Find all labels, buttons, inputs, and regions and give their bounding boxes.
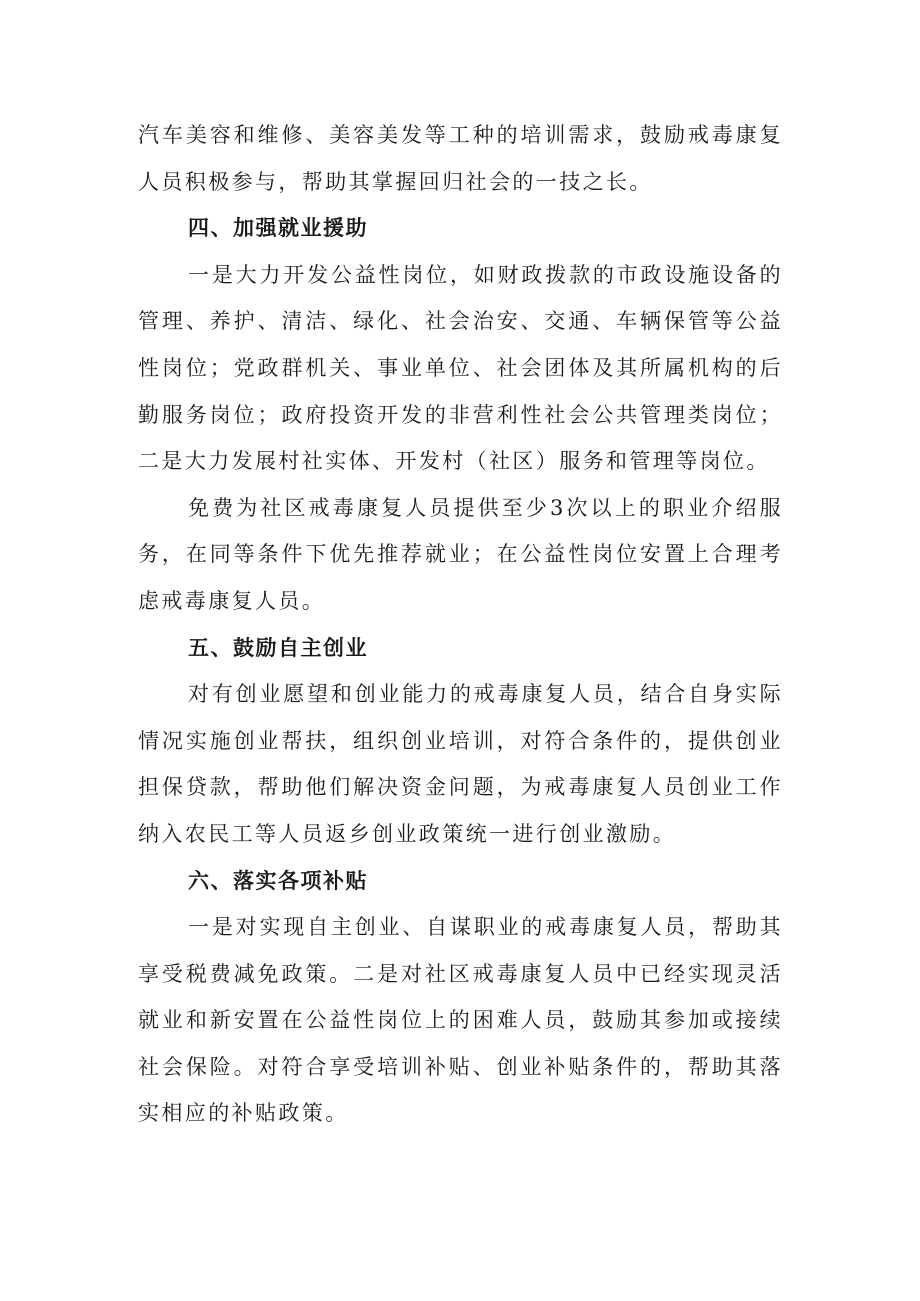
body-paragraph-job-referral: 免费为社区戒毒康复人员提供至少3次以上的职业介绍服务，在同等条件下优先推荐就业；在公益性岗位安置上合理考虑戒毒康复人员。: [138, 495, 783, 613]
body-paragraph-continuation: 汽车美容和维修、美容美发等工种的培训需求，鼓励戒毒康复人员积极参与，帮助其掌握回归社会的一技之长。: [138, 123, 783, 194]
section-heading-6: 六、落实各项补贴: [188, 868, 368, 893]
section-heading-4: 四、加强就业援助: [188, 216, 368, 241]
body-paragraph-job-posts: 一是大力开发公益性岗位，如财政拨款的市政设施设备的管理、养护、清洁、绿化、社会治安、交通、车辆保管等公益性岗位；党政群机关、事业单位、社会团体及其所属机构的后勤服务岗位；政府投资开发的非营利性社会公共管理类岗位；二是大力发展村社实体、开发村（社区）服务和管理等岗位。: [138, 262, 783, 474]
document-page: [138, 112, 783, 1137]
body-paragraph-entrepreneurship: 对有创业愿望和创业能力的戒毒康复人员，结合自身实际情况实施创业帮扶，组织创业培训，对符合条件的，提供创业担保贷款，帮助他们解决资金问题，为戒毒康复人员创业工作纳入农民工等人员返乡创业政策统一进行创业激励。: [138, 682, 783, 846]
section-heading-5: 五、鼓励自主创业: [188, 635, 368, 660]
body-paragraph-subsidies: 一是对实现自主创业、自谋职业的戒毒康复人员，帮助其享受税费减免政策。二是对社区戒毒康复人员中已经实现灵活就业和新安置在公益性岗位上的困难人员，鼓励其参加或接续社会保险。对符合享受培训补贴、创业补贴条件的，帮助其落实相应的补贴政策。: [138, 915, 783, 1126]
